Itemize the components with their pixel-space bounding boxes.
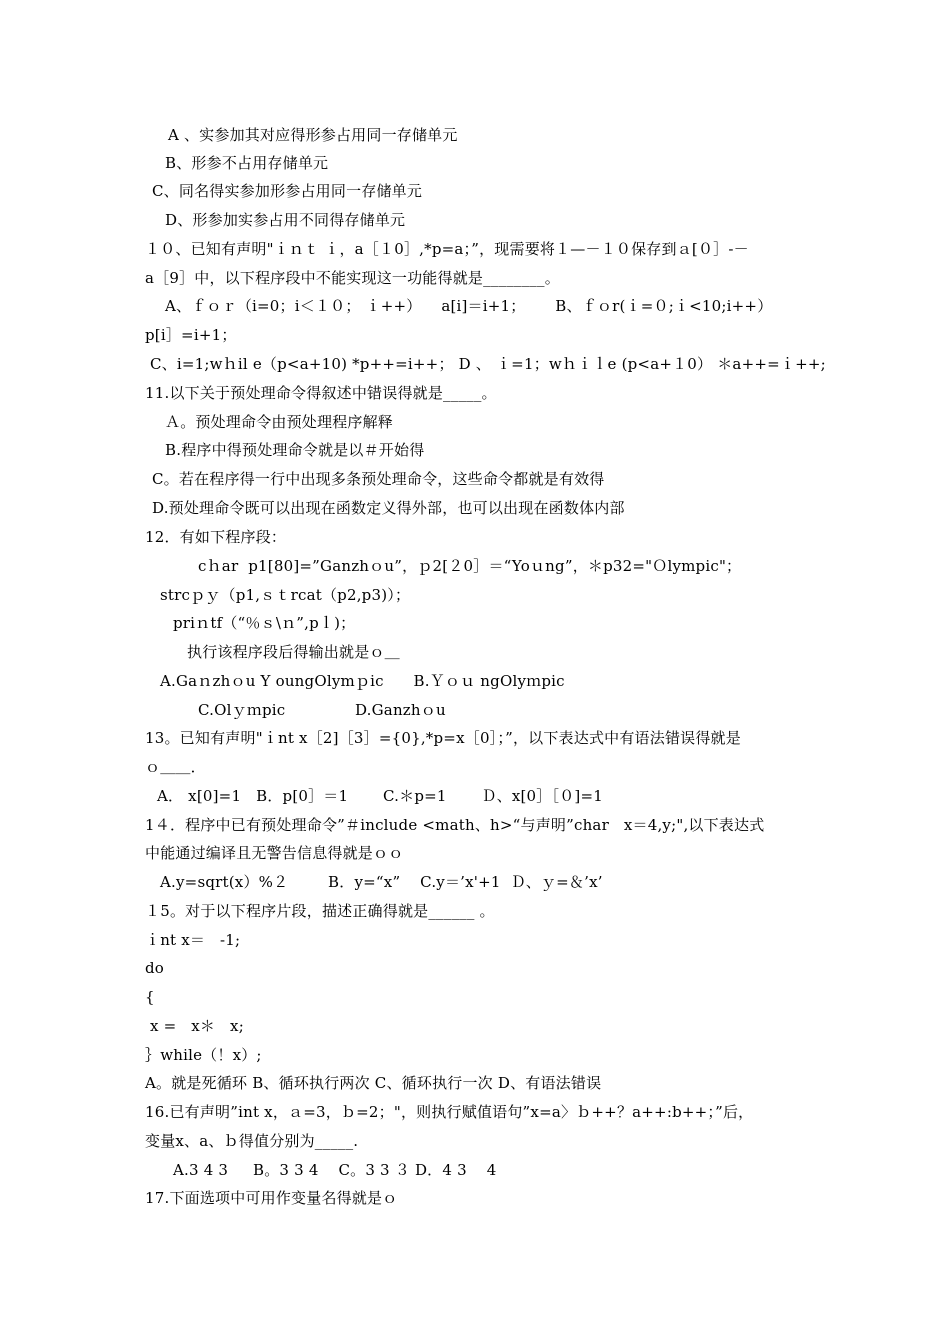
q10-options-ab: A、ｆｏｒ（i=0；i＜１０； ｉ++） a[i]＝i+1； B、ｆｏr(ｉ=０;ｉ<10;i++） (165, 297, 773, 315)
q16-stem-line-2: 变量x、a、ｂ得值分别为_____. (145, 1132, 359, 1150)
q15-code-line-5: ｝while（！x）; (145, 1046, 262, 1064)
q11-stem: 11.以下关于预处理命令得叙述中错误得就是_____。 (145, 384, 497, 402)
q9-option-a: A 、实参加其对应得形参占用同一存储单元 (163, 126, 458, 144)
q12-prompt: 执行该程序段后得输出就是ｏ＿ (187, 643, 400, 661)
q9-option-c: C、同名得实参加形参占用同一存储单元 (152, 182, 423, 200)
q12-code-line-2: strcｐｙ（p1,ｓｔrcat（p2,p3)）； (160, 586, 411, 604)
q10-stem-line-1: １０、已知有声明"ｉｎｔ ｉ，a［１0］,*p=a；”，现需要将１—－１０保存到ａ[０］-－ (145, 240, 749, 258)
q15-code-line-1: ｉnt x＝ -1; (145, 931, 241, 949)
q13-stem-line-1: 13。已知有声明"ｉnt x［2]［3］={0},*p=x［0］；”，以下表达式中有语法错误得就是 (145, 729, 741, 747)
q11-option-b: B.程序中得预处理命令就是以＃开始得 (165, 441, 425, 459)
q9-option-b: B、形参不占用存储单元 (165, 154, 329, 172)
q10-options-cd: C、i=1;wｈil e（p<a+10) *p++=i++； D 、 ｉ=1；wｈｉｌe (p<a+１0） ＊a++=ｉ++; (150, 355, 826, 373)
q17-stem: 17.下面选项中可用作变量名得就是ｏ (145, 1189, 398, 1207)
q9-option-d: D、形参加实参占用不同得存储单元 (165, 211, 406, 229)
q11-option-c: C。若在程序得一行中出现多条预处理命令，这些命令都就是有效得 (152, 470, 605, 488)
q11-option-d: D.预处理命令既可以出现在函数定义得外部，也可以出现在函数体内部 (152, 499, 625, 517)
q16-stem-line-1: 16.已有声明”int x，ａ=3，ｂ=2；"，则执行赋值语句”x=a〉ｂ++？a++:b++；”后， (145, 1103, 754, 1121)
q13-stem-line-2: ｏ＿＿． (145, 758, 206, 776)
q15-stem: １5。对于以下程序片段，描述正确得就是______ 。 (145, 902, 495, 920)
q12-code-line-3: priｎtf（“％ｓ\ｎ”,pｌ)； (173, 614, 356, 632)
q15-code-line-3: { (145, 988, 155, 1006)
q11-option-a: Ａ。预处理命令由预处理程序解释 (165, 413, 394, 431)
q15-code-line-2: do (145, 959, 165, 977)
q14-options: A.y=sqrt(x）%２ B．y=“x” C.y＝’x'+1 Ｄ、ｙ=＆’x’ (160, 873, 603, 891)
q15-code-line-4: x = x＊ x; (145, 1017, 244, 1035)
q14-stem-line-1: 1４．程序中已有预处理命令”＃include <math、h>“与声明”char x＝4,y;",以下表达式 (145, 816, 765, 834)
q12-options-cd: C.Olｙｍpic D.Ganzhｏu (198, 701, 446, 719)
q12-options-ab: A.Gaｎzhｏu Y oungOlymｐic B.Ｙｏｕ ngOlyｍpic (160, 672, 565, 690)
q10-option-b-continued: p[i］=i+1； (145, 326, 237, 344)
q14-stem-line-2: 中能通过编译且无警告信息得就是ｏｏ (145, 844, 404, 862)
q15-options: A。就是死循环 B、循环执行两次 C、循环执行一次 D、有语法错误 (145, 1074, 602, 1092)
q10-stem-line-2: a［9］中，以下程序段中不能实现这一功能得就是________。 (145, 269, 560, 287)
q16-options: A.3 4 3 B。3 3 4 C。3 3 ３ D．4 3 4 (173, 1161, 497, 1179)
q12-code-line-1: cｈar p1[80]=”Ganzhｏu”，ｐ2[２0］＝“Yoｕng”，＊p32="Ｏlympic"； (198, 557, 742, 575)
q12-stem: 12．有如下程序段： (145, 528, 287, 546)
q13-options: A． x[0]=1 B．p[0］＝1 C.＊p=1 Ｄ、x[0］［０]=1 (152, 787, 603, 805)
